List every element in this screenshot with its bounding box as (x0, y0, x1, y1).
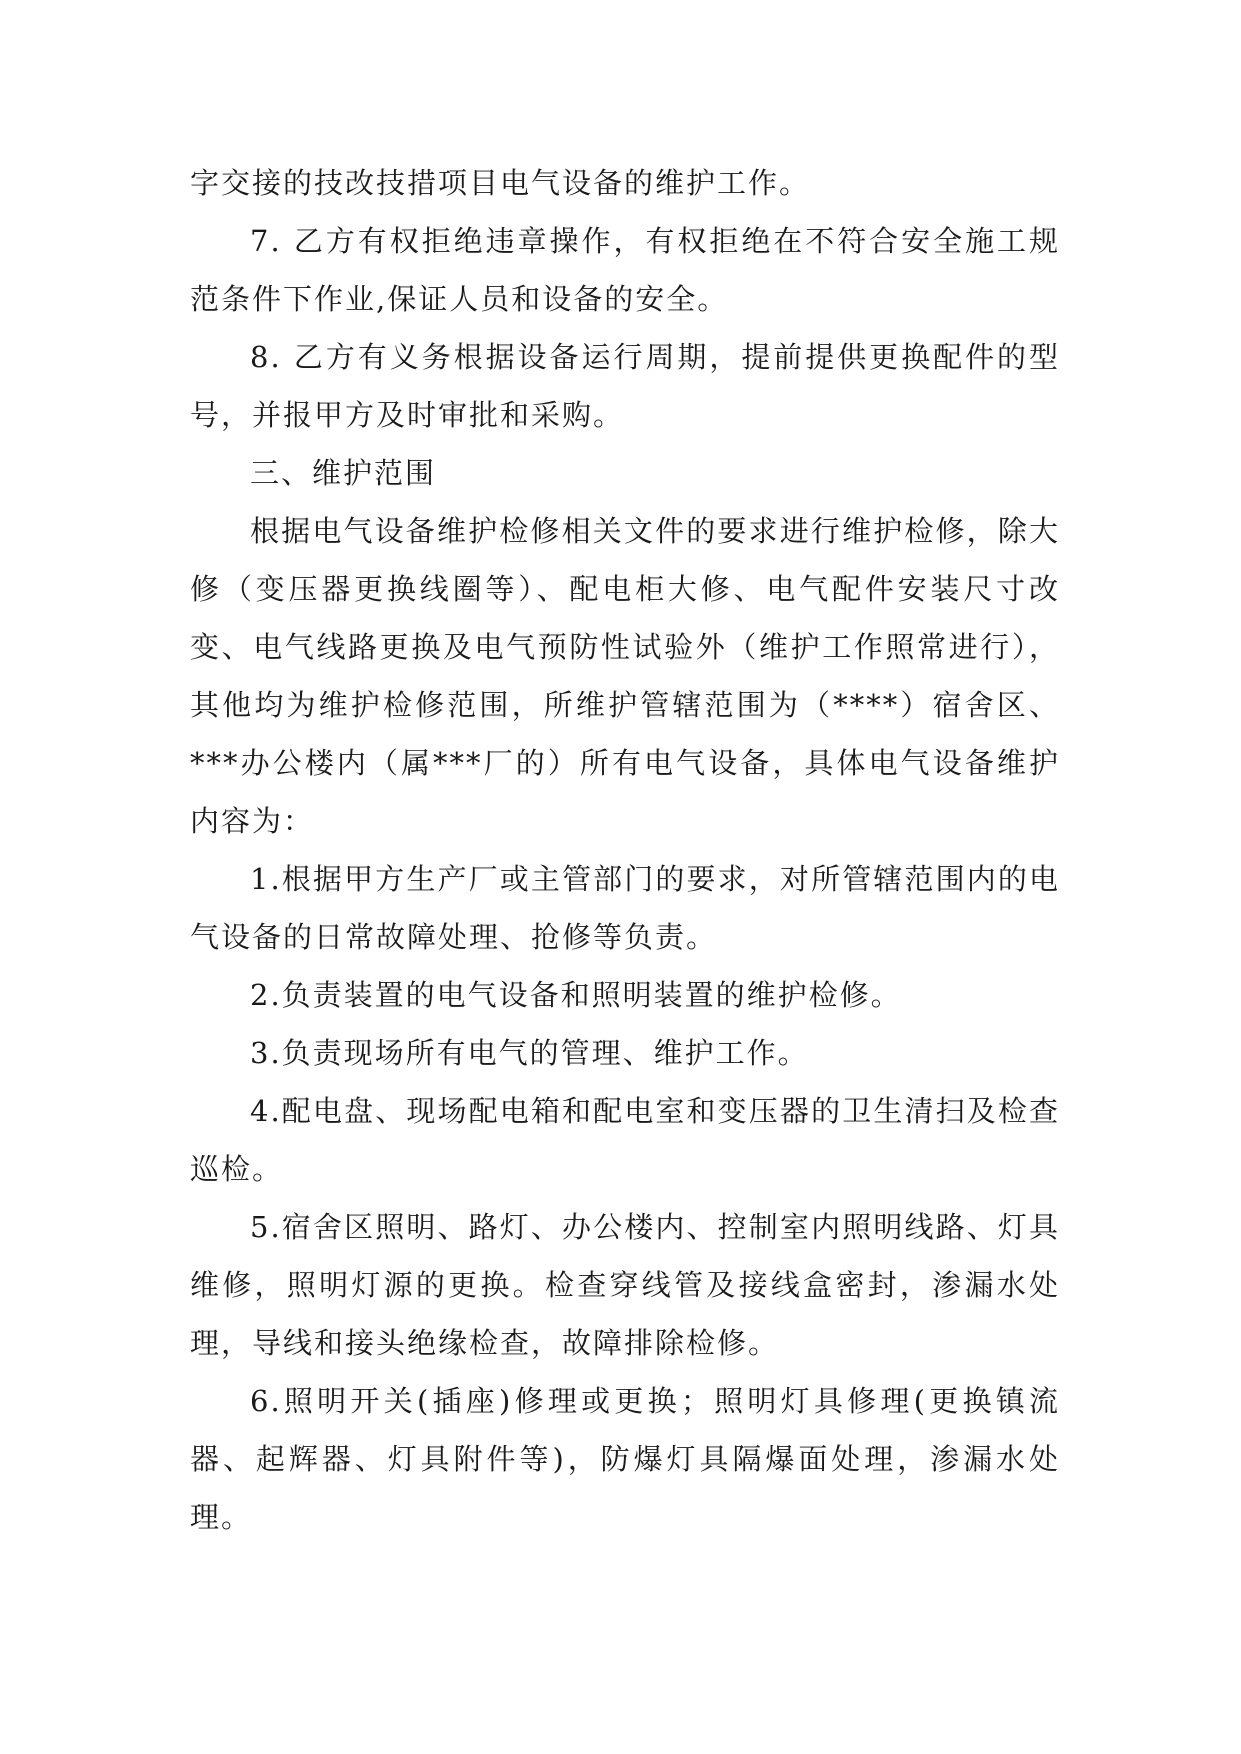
list-item-5: 5.宿舍区照明、路灯、办公楼内、控制室内照明线路、灯具维修，照明灯源的更换。检查穿线管及接线盒密封，渗漏水处理，导线和接头绝缘检查，故障排除检修。 (190, 1210, 1060, 1360)
list-item-6: 6.照明开关(插座)修理或更换；照明灯具修理(更换镇流器、起辉器、灯具附件等)，防爆灯具隔爆面处理，渗漏水处理。 (190, 1384, 1060, 1534)
document-body (190, 154, 1060, 1546)
list-item-3: 3.负责现场所有电气的管理、维护工作。 (250, 1036, 809, 1070)
paragraph-item-8: 8. 乙方有义务根据设备运行周期，提前提供更换配件的型号，并报甲方及时审批和采购。 (190, 340, 1060, 432)
list-item-2: 2.负责装置的电气设备和照明装置的维护检修。 (250, 978, 902, 1012)
paragraph-continuation: 字交接的技改技措项目电气设备的维护工作。 (190, 166, 811, 200)
paragraph-scope: 根据电气设备维护检修相关文件的要求进行维护检修，除大修（变压器更换线圈等）、配电柜大修、电气配件安装尺寸改变、电气线路更换及电气预防性试验外（维护工作照常进行），其他均为维护检修范围，所维护管辖范围为（****）宿舍区、***办公楼内（属***厂的）所有电气设备，具体电气设备维护内容为： (190, 514, 1060, 838)
list-item-4: 4.配电盘、现场配电箱和配电室和变压器的卫生清扫及检查巡检。 (190, 1094, 1060, 1186)
section-heading: 三、维护范围 (250, 456, 437, 490)
paragraph-item-7: 7. 乙方有权拒绝违章操作，有权拒绝在不符合安全施工规范条件下作业,保证人员和设备的安全。 (190, 224, 1060, 316)
list-item-1: 1.根据甲方生产厂或主管部门的要求，对所管辖范围内的电气设备的日常故障处理、抢修等负责。 (190, 862, 1060, 954)
